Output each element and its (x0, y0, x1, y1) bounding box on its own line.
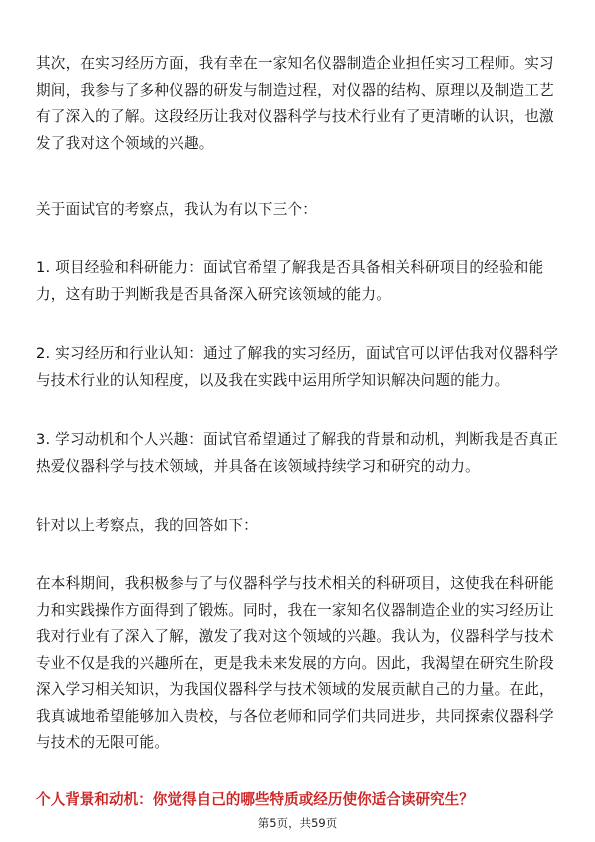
paragraph-point-2: 2. 实习经历和行业认知：通过了解我的实习经历，面试官可以评估我对仪器科学与技术行业的认知程度，以及我在实践中运用所学知识解决问题的能力。 (36, 345, 559, 389)
next-question-heading: 个人背景和动机：你觉得自己的哪些特质或经历使你适合读研究生？ (36, 791, 474, 808)
paragraph-interviewer-focus-intro: 关于面试官的考察点，我认为有以下三个： (36, 201, 318, 218)
paragraph-internship-experience: 其次，在实习经历方面，我有幸在一家知名仪器制造企业担任实习工程师。实习期间，我参与了多种仪器的研发与制造过程，对仪器的结构、原理以及制造工艺有了深入的了解。这段经历让我对仪器科学与技术行业有了更清晰的认识，也激发了我对这个领域的兴趣。 (36, 55, 554, 152)
paragraph-answer-intro: 针对以上考察点，我的回答如下： (36, 517, 258, 534)
paragraph-point-3: 3. 学习动机和个人兴趣：面试官希望通过了解我的背景和动机，判断我是否真正热爱仪器科学与技术领域，并具备在该领域持续学习和研究的动力。 (36, 431, 559, 475)
paragraph-point-1: 1. 项目经验和科研能力：面试官希望了解我是否具备相关科研项目的经验和能力，这有助于判断我是否具备深入研究该领域的能力。 (36, 259, 544, 303)
page-number: 第5页，共59页 (257, 816, 338, 830)
paragraph-answer: 在本科期间，我积极参与了与仪器科学与技术相关的科研项目，这使我在科研能力和实践操作方面得到了锻炼。同时，我在一家知名仪器制造企业的实习经历让我对行业有了深入了解，激发了我对这个领域的兴趣。我认为，仪器科学与技术专业不仅是我的兴趣所在，更是我未来发展的方向。因此，我渴望在研究生阶段深入学习相关知识，为我国仪器科学与技术领域的发展贡献自己的力量。在此，我真诚地希望能够加入贵校，与各位老师和同学们共同进步，共同探索仪器科学与技术的无限可能。 (36, 575, 554, 751)
